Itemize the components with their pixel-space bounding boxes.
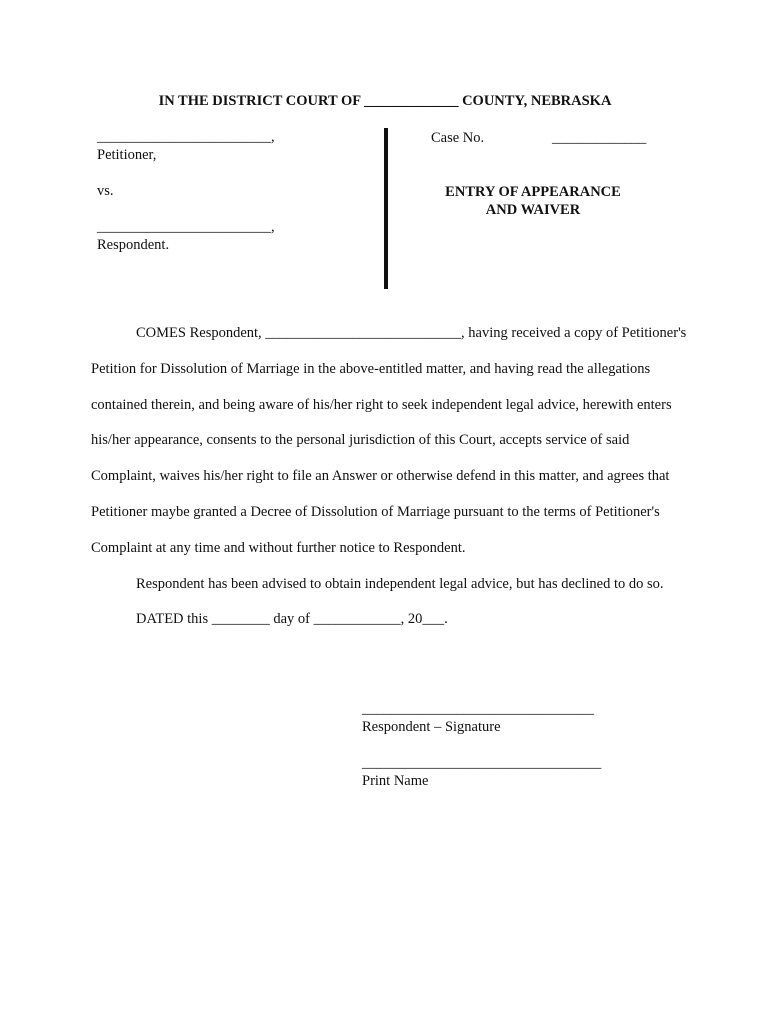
court-title: IN THE DISTRICT COURT OF _____________ COUNTY, NEBRASKA — [158, 93, 612, 109]
petitioner-label: Petitioner, — [97, 147, 157, 163]
signature-block — [362, 700, 594, 736]
signature-line: ________________________________ — [362, 701, 594, 717]
respondent-name-blank: ________________________, — [97, 219, 275, 235]
document-title-line2: AND WAIVER — [485, 202, 581, 218]
case-number-blank: _____________ — [552, 130, 647, 146]
versus-label: vs. — [97, 183, 114, 199]
print-name-block — [362, 754, 601, 790]
body-paragraph-advice: Respondent has been advised to obtain independent legal advice, but has declined to do so. — [136, 575, 664, 592]
caption-parties — [97, 128, 377, 254]
document-title — [420, 183, 646, 219]
respondent-label: Respondent. — [97, 237, 170, 253]
body-paragraph-dated: DATED this ________ day of ____________, 20___. — [136, 611, 448, 628]
caption-divider — [384, 128, 388, 289]
print-name-line: _________________________________ — [362, 755, 602, 771]
case-number-label: Case No. — [431, 130, 485, 146]
document-title-line1: ENTRY OF APPEARANCE — [445, 184, 621, 200]
body-paragraph-appearance: COMES Respondent, ___________________________, having received a copy of Petitioner's Petition for Dissolution of Marriage in the above-entitled matter, and having read the allegations contained therein, and being aware of his/her right to seek independent legal advice, herewith enters his/her appearance, consents to the personal jurisdiction of this Court, accepts service of said Complaint, waives his/her right to file an Answer or otherwise defend in this matter, and agrees that Petitioner maybe granted a Decree of Dissolution of Marriage pursuant to the terms of Petitioner's Complaint at any time and without further notice to Respondent. — [91, 325, 687, 556]
petitioner-name-blank: ________________________, — [97, 129, 275, 145]
print-name-label: Print Name — [362, 773, 429, 789]
document-body — [91, 316, 691, 638]
signature-label: Respondent – Signature — [362, 719, 501, 735]
